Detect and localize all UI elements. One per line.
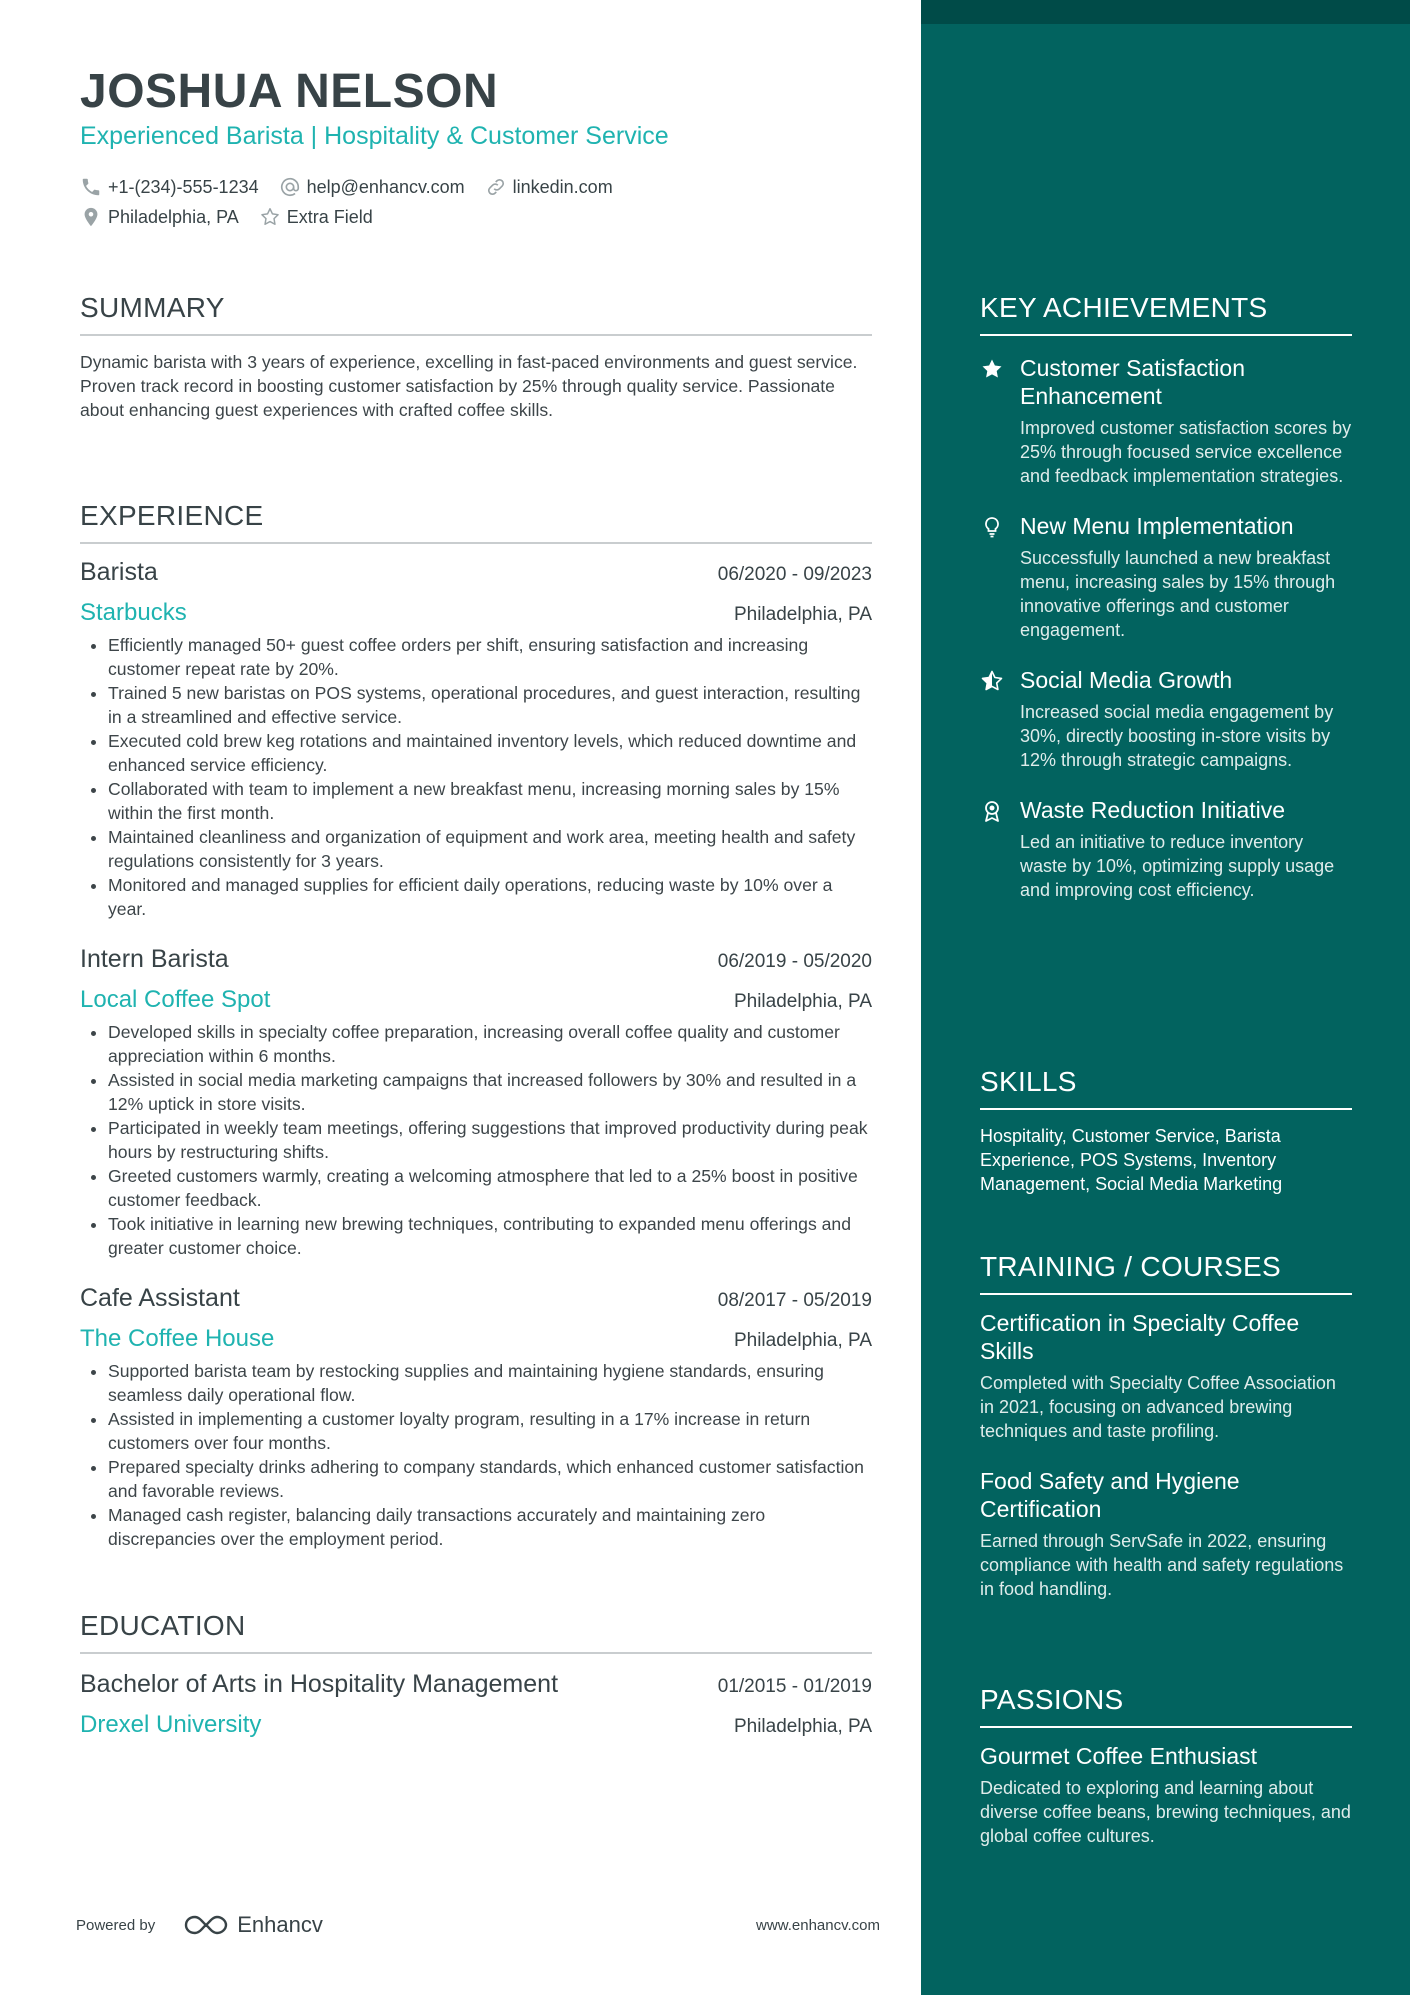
brand-name: Enhancv — [237, 1912, 323, 1937]
job-title: Barista — [80, 558, 158, 586]
passion-item — [980, 1742, 1352, 1848]
location-pin-icon — [80, 206, 102, 228]
job-location: Philadelphia, PA — [733, 991, 872, 1012]
course-item — [980, 1467, 1352, 1601]
section-title-training: TRAINING / COURSES — [980, 1251, 1352, 1295]
contact-email[interactable] — [279, 176, 465, 198]
achievement-item — [980, 354, 1352, 488]
sidebar-top-bar — [921, 0, 1410, 24]
job-bullet: • Assisted in implementing a customer loyalty program, resulting in a 17% increase in return customers over four months. — [108, 1407, 872, 1455]
section-title-education: EDUCATION — [80, 1610, 872, 1654]
education-date: 01/2015 - 01/2019 — [717, 1676, 872, 1697]
course-title: Food Safety and Hygiene Certification — [980, 1468, 1240, 1522]
job-bullet: • Executed cold brew keg rotations and maintained inventory levels, which reduced downtime and enhanced service efficiency. — [108, 729, 872, 777]
job-bullet: • Supported barista team by restocking supplies and maintaining hygiene standards, ensuring seamless daily operational flow. — [108, 1359, 872, 1407]
school-name: Drexel University — [80, 1711, 262, 1738]
lightbulb-icon — [980, 515, 1004, 539]
powered-by-label: Powered by — [76, 1916, 156, 1934]
contact-linkedin[interactable] — [485, 176, 613, 198]
star-outline-icon — [259, 206, 281, 228]
star-icon — [980, 357, 1004, 381]
summary-text: Dynamic barista with 3 years of experience, excelling in fast-paced environments and guest service. Proven track record in boosting customer satisfaction by 25% through quality service. Passionate about enhancing guest experiences with crafted coffee skills. — [80, 352, 858, 420]
job-bullet: • Prepared specialty drinks adhering to company standards, which enhanced customer satisfaction and favorable reviews. — [108, 1455, 872, 1503]
job-date: 06/2019 - 05/2020 — [717, 951, 872, 972]
course-item — [980, 1309, 1352, 1443]
job-bullets — [80, 1020, 872, 1260]
contact-extra — [259, 206, 373, 228]
contact-info — [80, 172, 880, 232]
section-title-achievements: KEY ACHIEVEMENTS — [980, 292, 1352, 336]
link-icon — [485, 176, 507, 198]
job-bullet: • Took initiative in learning new brewing techniques, contributing to expanded menu offerings and greater customer choice. — [108, 1212, 872, 1260]
passion-title: Gourmet Coffee Enthusiast — [980, 1743, 1257, 1769]
enhancv-logo-icon — [183, 1913, 229, 1937]
job-date: 06/2020 - 09/2023 — [717, 564, 872, 585]
phone-icon — [80, 176, 102, 198]
candidate-name: JOSHUA NELSON — [80, 65, 499, 118]
job-bullets — [80, 1359, 872, 1551]
job-location: Philadelphia, PA — [733, 604, 872, 625]
achievement-item — [980, 796, 1352, 902]
passion-desc: Dedicated to exploring and learning about diverse coffee beans, brewing techniques, and global coffee cultures. — [980, 1778, 1351, 1846]
achievement-item — [980, 666, 1352, 772]
job-bullet: • Efficiently managed 50+ guest coffee orders per shift, ensuring satisfaction and increasing customer repeat rate by 20%. — [108, 633, 872, 681]
job-bullet: • Trained 5 new baristas on POS systems, operational procedures, and guest interaction, resulting in a streamlined and effective service. — [108, 681, 872, 729]
job-bullet: • Assisted in social media marketing campaigns that increased followers by 30% and resulted in a 12% uptick in store visits. — [108, 1068, 872, 1116]
achievement-title: Customer Satisfaction Enhancement — [1020, 355, 1245, 409]
job-bullet: • Participated in weekly team meetings, offering suggestions that improved productivity during peak hours by restructuring shifts. — [108, 1116, 872, 1164]
brand-logo[interactable] — [183, 1912, 351, 1938]
job-location: Philadelphia, PA — [733, 1330, 872, 1351]
powered-by — [76, 1912, 351, 1938]
linkedin-text: linkedin.com — [512, 176, 613, 197]
course-desc: Completed with Specialty Coffee Association in 2021, focusing on advanced brewing techniques and taste profiling. — [980, 1373, 1336, 1441]
course-desc: Earned through ServSafe in 2022, ensuring compliance with health and safety regulations in food handling. — [980, 1531, 1344, 1599]
achievement-title: Waste Reduction Initiative — [1020, 797, 1286, 823]
course-title: Certification in Specialty Coffee Skills — [980, 1310, 1300, 1364]
achievement-desc: Increased social media engagement by 30%, directly boosting in-store visits by 12% through strategic campaigns. — [1020, 702, 1334, 770]
job-entry — [80, 1284, 872, 1551]
location-text: Philadelphia, PA — [108, 206, 239, 227]
job-entry — [80, 945, 872, 1260]
phone-text: +1-(234)-555-1234 — [108, 176, 259, 197]
footer — [76, 1912, 880, 1938]
job-date: 08/2017 - 05/2019 — [717, 1290, 872, 1311]
job-title: Intern Barista — [80, 945, 229, 973]
achievement-desc: Led an initiative to reduce inventory waste by 10%, optimizing supply usage and improving cost efficiency. — [1020, 832, 1335, 900]
experience-section — [80, 500, 872, 1551]
skills-list: Hospitality, Customer Service, Barista Experience, POS Systems, Inventory Management, Social Media Marketing — [980, 1126, 1283, 1194]
job-title: Cafe Assistant — [80, 1284, 240, 1312]
achievement-title: New Menu Implementation — [1020, 513, 1294, 539]
job-company: Local Coffee Spot — [80, 986, 271, 1013]
education-section — [80, 1610, 872, 1739]
footer-url[interactable]: www.enhancv.com — [756, 1916, 880, 1934]
job-bullet: • Monitored and managed supplies for efficient daily operations, reducing waste by 10% over a year. — [108, 873, 872, 921]
achievement-item — [980, 512, 1352, 642]
education-entry — [80, 1670, 872, 1739]
extra-field-text: Extra Field — [286, 206, 373, 227]
school-location: Philadelphia, PA — [733, 1716, 872, 1737]
job-entry — [80, 558, 872, 921]
passions-section — [980, 1684, 1352, 1848]
summary-section — [80, 292, 872, 422]
achievement-desc: Improved customer satisfaction scores by 25% through focused service excellence and feedback implementation strategies. — [1020, 418, 1352, 486]
job-company: The Coffee House — [80, 1325, 275, 1352]
contact-phone[interactable] — [80, 176, 259, 198]
skills-section — [980, 1066, 1352, 1196]
training-section — [980, 1251, 1352, 1601]
achievements-section — [980, 292, 1352, 902]
headline: Experienced Barista | Hospitality & Customer Service — [80, 122, 669, 150]
job-bullet: • Greeted customers warmly, creating a welcoming atmosphere that led to a 25% boost in positive customer feedback. — [108, 1164, 872, 1212]
job-bullets — [80, 633, 872, 921]
at-icon — [279, 176, 301, 198]
section-title-summary: SUMMARY — [80, 292, 872, 336]
email-text: help@enhancv.com — [306, 176, 465, 197]
award-icon — [980, 799, 1004, 823]
job-bullet: • Managed cash register, balancing daily transactions accurately and maintaining zero discrepancies over the employment period. — [108, 1503, 872, 1551]
job-company: Starbucks — [80, 599, 187, 626]
contact-location — [80, 206, 239, 228]
achievement-desc: Successfully launched a new breakfast menu, increasing sales by 15% through innovative offerings and customer engagement. — [1020, 548, 1336, 640]
job-bullet: • Collaborated with team to implement a new breakfast menu, increasing morning sales by 15% within the first month. — [108, 777, 872, 825]
half-star-icon — [980, 669, 1004, 693]
section-title-passions: PASSIONS — [980, 1684, 1352, 1728]
section-title-experience: EXPERIENCE — [80, 500, 872, 544]
job-bullet: • Maintained cleanliness and organization of equipment and work area, meeting health and safety regulations consistently for 3 years. — [108, 825, 872, 873]
sidebar — [921, 0, 1410, 1995]
section-title-skills: SKILLS — [980, 1066, 1352, 1110]
achievement-title: Social Media Growth — [1020, 667, 1233, 693]
degree-title: Bachelor of Arts in Hospitality Management — [80, 1670, 559, 1698]
job-bullet: • Developed skills in specialty coffee preparation, increasing overall coffee quality and customer appreciation within 6 months. — [108, 1020, 872, 1068]
